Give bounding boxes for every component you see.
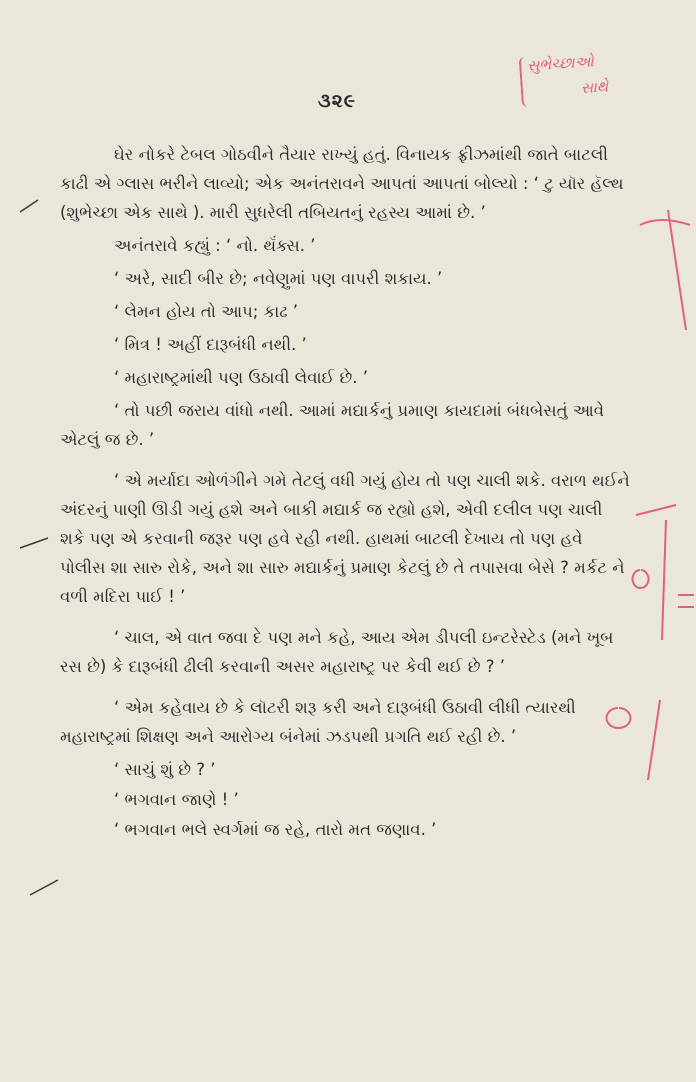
- pen-stroke: [668, 210, 686, 330]
- pen-circle: [633, 570, 649, 588]
- page-number: ૩૨૯: [318, 90, 357, 112]
- pencil-tick: [20, 200, 38, 212]
- pen-circle: [607, 708, 631, 728]
- pen-stroke: [662, 520, 666, 640]
- paragraph: ‘ લેમન હોય તો આપ; કાઢ ’: [114, 302, 298, 321]
- paragraph: ‘ ભગવાન ભલે સ્વર્ગમાં જ રહે, તારો મત જણાવ. ’: [114, 820, 437, 839]
- paragraph: અનંતરાવે કહ્યું : ‘ નો. થૅંક્સ. ’: [114, 236, 316, 255]
- pen-stroke: [648, 700, 660, 780]
- paragraph: ‘ અરે, સાદી બીર છે; નવેણુમાં પણ વાપરી શકાય. ’: [114, 269, 443, 288]
- pencil-tick: [30, 880, 58, 895]
- pencil-tick: [20, 538, 48, 548]
- pen-stroke: [640, 220, 690, 225]
- paragraph: ઘેર નોકરે ટેબલ ગોઠવીને તૈયાર રાખ્યું હતું. વિનાયક ફ્રીઝમાંથી જાતે બાટલી કાઢી એ ગ્લાસ ભરીને લાવ્યો; એક અનંતરાવને આપતાં આપતાં બોલ્યો : ‘ ટુ યૉર હૅલ્થ (શુભેચ્છા એક સાથે ). મારી સુધરેલી તબિયતનું રહસ્ય આમાં છે. ’: [60, 145, 624, 222]
- pen-stroke: [636, 505, 676, 515]
- paragraph: ‘ સાચું શું છે ? ’: [114, 760, 216, 779]
- margin-note-line-2: સાથે: [580, 77, 609, 98]
- paragraph: ‘ ભગવાન જાણે ! ’: [114, 790, 239, 809]
- pen-stroke: [678, 595, 694, 607]
- paragraph: ‘ મહારાષ્ટ્રમાંથી પણ ઉઠાવી લેવાઈ છે. ’: [114, 368, 368, 387]
- paragraph: ‘ ચાલ, એ વાત જવા દે પણ મને કહે, આય એમ ડીપલી ઇન્ટરેસ્ટેડ (મને ખૂબ રસ છે) કે દારૂબંધી ઢીલી કરવાની અસર મહારાષ્ટ્ર પર કેવી થઈ છે ? ’: [60, 628, 614, 676]
- margin-note-line-1: સુભેચ્છાઓ: [526, 52, 595, 75]
- paragraph: ‘ મિત્ર ! અહીં દારૂબંધી નથી. ’: [114, 335, 307, 354]
- paragraph: ‘ એમ કહેવાય છે કે લૉટરી શરૂ કરી અને દારૂબંધી ઉઠાવી લીધી ત્યારથી મહારાષ્ટ્રમાં શિક્ષણ અને આરોગ્ય બંનેમાં ઝડપથી પ્રગતિ થઈ રહી છે. ’: [60, 698, 576, 746]
- paragraph: ‘ તો પછી જરાય વાંધો નથી. આમાં મદ્યાર્કનું પ્રમાણ કાયદામાં બંધબેસતું આવે એટલું જ છે. ’: [60, 401, 605, 449]
- paragraph: ‘ એ મર્યાદા ઓળંગીને ગમે તેટલું વધી ગયું હોય તો પણ ચાલી શકે. વરાળ થઈને અંદરનું પાણી ઊડી ગયું હશે અને બાકી મદ્યાર્ક જ રહ્યો હશે, એવી દલીલ પણ ચાલી શકે પણ એ કરવાની જરૂર પણ હવે રહી નથી. હાથમાં બાટલી દેખાય તો પણ હવે પોલીસ શા સારુ રોકે, અને શા સારુ મદ્યાર્કનું પ્રમાણ કેટલું છે તે તપાસવા બેસે ? મર્કટ ને વળી મદિરા પાઈ ! ’: [60, 471, 630, 606]
